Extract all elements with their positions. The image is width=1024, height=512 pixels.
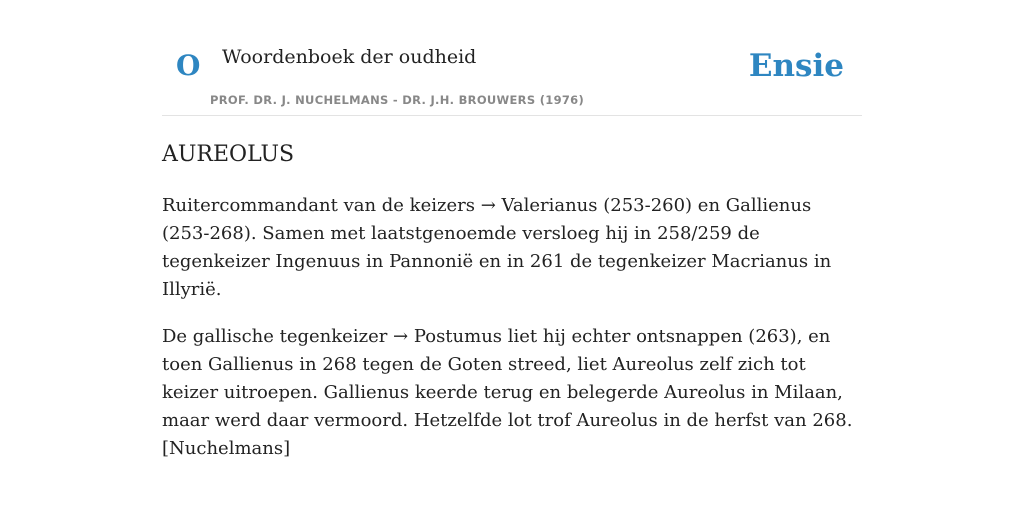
page-container xyxy=(162,0,862,463)
ensie-logo[interactable]: Ensie xyxy=(748,48,844,84)
entry-paragraph-2 xyxy=(162,323,862,463)
paragraph-text: liet hij echter ontsnappen (263), en toen Gallienus in 268 tegen de Goten streed, liet Aureolus zelf zich tot keizer uitroepen. Gallienus keerde terug en belegerde Aureolus in Milaan, maar werd daar vermoord. Hetzelfde lot trof Aureolus in de herfst van 268. [Nuchelmans] xyxy=(162,326,853,460)
paragraph-text: (253-260) en Gallienus (253-268). Samen met laatstgenoemde versloeg hij in 258/259 de tegenkeizer Ingenuus in Pannonië en in 261 de tegenkeizer Macrianus in Illyrië. xyxy=(162,195,832,301)
paragraph-text: De gallische tegenkeizer xyxy=(162,326,394,348)
link-valerianus[interactable]: → Valerianus xyxy=(480,195,598,217)
page-header xyxy=(162,0,862,116)
entry-title: AUREOLUS xyxy=(162,142,295,167)
dictionary-letter[interactable]: O xyxy=(176,49,201,82)
book-authors: PROF. DR. J. NUCHELMANS - DR. J.H. BROUWERS (1976) xyxy=(210,93,585,107)
paragraph-text: Ruitercommandant van de keizers xyxy=(162,195,481,217)
link-postumus[interactable]: → Postumus xyxy=(393,326,503,348)
entry-paragraph-1 xyxy=(162,192,862,304)
book-title[interactable]: Woordenboek der oudheid xyxy=(222,46,477,68)
